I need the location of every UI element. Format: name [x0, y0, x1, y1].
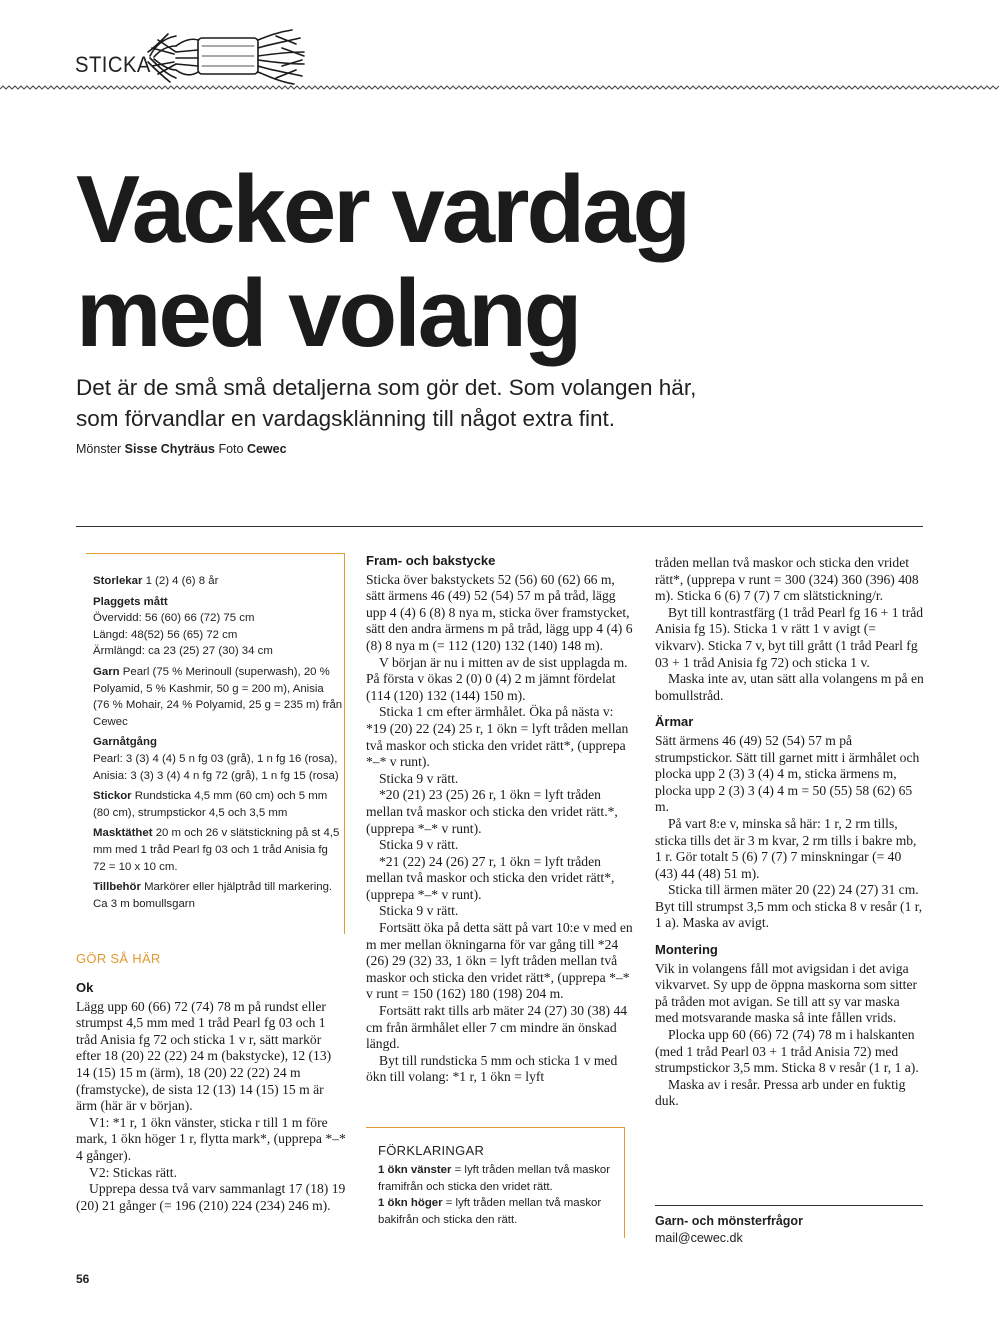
spec-accessories: Tillbehör Markörer eller hjälptråd till markering. Ca 3 m bomullsgarn	[93, 881, 333, 910]
glossary-item: 1 ökn vänster = lyft tråden mellan två maskor framifrån och sticka den vridet rätt.	[378, 1164, 611, 1193]
section-label: STICKA	[75, 52, 151, 77]
section-title-body: Fram- och bakstycke	[366, 553, 496, 568]
spec-yarn-amount: Garnåtgång Pearl: 3 (3) 4 (4) 5 n fg 03 (grå), 1 n fg 16 (rosa), Anisia: 3 (3) 3 (4) 4 n fg 72 (grå), 1 n fg 15 (rosa)	[93, 736, 339, 782]
spec-gauge: Masktäthet 20 m och 26 v slätstickning på st 4,5 mm med 1 tråd Pearl fg 03 och 1 tråd Anisia fg 72 = 10 x 10 cm.	[93, 827, 340, 873]
column-1	[76, 980, 348, 1214]
article-title	[76, 158, 688, 366]
yarn-skein-icon	[146, 26, 308, 88]
paragraph: *21 (22) 24 (26) 27 r, 1 ökn = lyft tråden mellan två maskor och sticka den vridet rätt*, (upprepa *–* v runt).	[366, 853, 615, 902]
section-title-sleeves: Ärmar	[655, 714, 694, 730]
photo-label: Foto	[218, 442, 244, 456]
paragraph: Sticka till ärmen mäter 20 (22) 24 (27) 31 cm. Byt till strumpst 3,5 mm och sticka 8 v resår (1 r, 1 a). Maska av avigt.	[655, 882, 923, 931]
paragraph: Vik in volangens fåll mot avigsidan i det aviga vikvarvet. Sy upp de öppna maskorna som sitter på tråden mot avigan. Se till att sy var maska med motsvarande maska så inte fållen vrids.	[655, 960, 918, 1026]
paragraph: V1: *1 r, 1 ökn vänster, sticka r till 1 m före mark, 1 ökn höger 1 r, flytta mark*, (upprepa *–* 4 gånger).	[76, 1114, 346, 1163]
paragraph: Sticka 1 cm efter ärmhålet. Öka på nästa v: *19 (20) 22 (24) 25 r, 1 ökn = lyft tråden mellan två maskor och sticka den vridet rätt*, (upprepa *–* v runt).	[366, 704, 629, 770]
spec-needles: Stickor Rundsticka 4,5 mm (60 cm) och 5 mm (80 cm), strumpstickor 4,5 och 3,5 mm	[93, 790, 328, 819]
page-number: 56	[76, 1272, 90, 1286]
title-line-2: med volang	[76, 260, 580, 367]
paragraph: Fortsätt öka på detta sätt på vart 10:e v med en m mer mellan ökningarna för var gång till *24 (26) 29 (32) 33, 1 ökn = lyft tråden mellan två maskor och sticka den vridet rätt*, (upprepa *–* v runt = 150 (162) 180 (198) 204 m.	[366, 920, 633, 1002]
paragraph: Sticka 9 v rätt.	[379, 770, 459, 786]
contact-rule	[655, 1205, 923, 1206]
glossary-item: 1 ökn höger = lyft tråden mellan två maskor bakifrån och sticka den rätt.	[378, 1197, 602, 1226]
spec-size: Storlekar 1 (2) 4 (6) 8 år	[93, 575, 219, 587]
zigzag-divider	[0, 84, 999, 92]
horizontal-rule	[76, 526, 923, 527]
paragraph: Sticka över bakstyckets 52 (56) 60 (62) 66 m, sätt ärmens 46 (49) 52 (54) 57 m på tråd, lägg upp 4 (4) 6 (8) 8 nya m, sticka över framstycket, sätt den andra ärmens m på tråd, lägg upp 4 (4) 6 (8) 8 nya m (= 112 (120) 132 (140) 148 m).	[366, 571, 633, 653]
glossary-title: FÖRKLARINGAR	[378, 1143, 485, 1158]
paragraph: Plocka upp 60 (66) 72 (74) 78 m i halskanten (med 1 tråd Pearl 03 + 1 tråd Anisia 72) med strumpstickor 3,5 mm. Sticka 8 v resår (1 r, 1 a).	[655, 1027, 919, 1076]
column-2	[366, 553, 634, 1086]
lead-paragraph	[76, 372, 776, 434]
contact-title: Garn- och mönsterfrågor	[655, 1214, 803, 1228]
instructions-heading: GÖR SÅ HÄR	[76, 951, 161, 966]
pattern-label: Mönster	[76, 442, 122, 456]
paragraph: Sticka 9 v rätt.	[379, 837, 459, 853]
paragraph: Fortsätt rakt tills arb mäter 24 (27) 30 (38) 44 cm från ärmhålet eller 7 cm mindre än önskad längd.	[366, 1003, 628, 1052]
photo-author: Cewec	[246, 442, 287, 456]
paragraph: Upprepa dessa två varv sammanlagt 17 (18) 19 (20) 21 gånger (= 196 (210) 224 (234) 246 m).	[76, 1181, 346, 1213]
lead-line-2: som förvandlar en vardagsklänning till något extra fint.	[76, 406, 616, 431]
paragraph: Maska av i resår. Pressa arb under en fuktig duk.	[655, 1076, 906, 1109]
credits	[76, 442, 287, 456]
paragraph: På vart 8:e v, minska så här: 1 r, 2 rm tills, sticka tills det är 3 m kvar, 2 rm tills i bakre mb, 1 r. Gör totalt 5 (6) 7 (7) 7 minskningar (= 40 (43) 44 (48) 51 m).	[655, 815, 917, 881]
section-title-finishing: Montering	[655, 942, 718, 958]
paragraph: Lägg upp 60 (66) 72 (74) 78 m på rundst eller strumpst 4,5 mm med 1 tråd Pearl fg 03 och 1 tråd Anisia fg 72 och sticka 1 v r, sätt markör efter 18 (20) 22 (22) 24 m (bakstycke), 12 (13) 14 (15) 15 m (ärm), 18 (20) 22 (22) 24 m (framstycke), de sista 12 (13) 14 (15) 15 m är ärm (här är v början).	[76, 998, 332, 1114]
contact-block	[655, 1213, 803, 1247]
section-title-ok: Ok	[76, 980, 94, 995]
paragraph: *20 (21) 23 (25) 26 r, 1 ökn = lyft tråden mellan två maskor och sticka den vridet rätt.*, (upprepa *–* v runt).	[366, 787, 618, 836]
pattern-author: Sisse Chyträus	[124, 442, 215, 456]
column-3	[655, 555, 925, 1110]
spec-list	[93, 573, 343, 916]
paragraph: Sticka 9 v rätt.	[379, 903, 459, 919]
paragraph: tråden mellan två maskor och sticka den vridet rätt*, (upprepa v runt = 300 (324) 360 (396) 408 m). Sticka 6 (6) 7 (7) 7 cm slätstickning/r.	[655, 555, 919, 604]
paragraph: Sätt ärmens 46 (49) 52 (54) 57 m på strumpstickor. Sätt till garnet mitt i ärmhålet och plocka upp 2 (3) 3 (4) 4 m, sticka ärmens m, plocka upp 2 (3) 3 (4) 4 m = 50 (55) 58 (62) 65 m.	[655, 732, 920, 815]
paragraph: Byt till rundsticka 5 mm och sticka 1 v med ökn till volang: *1 r, 1 ökn = lyft	[366, 1052, 618, 1085]
paragraph: V början är nu i mitten av de sist upplagda m. På första v ökas 2 (0) 0 (4) 2 m jämnt fördelat (114 (120) 132 (144) 150 m).	[366, 654, 628, 703]
spec-yarn: Garn Pearl (75 % Merinoull (superwash), 20 % Polyamid, 5 % Kashmir, 50 g = 200 m), Anisia (76 % Mohair, 24 % Polyamid, 25 g = 235 m) från Cewec	[93, 665, 343, 728]
title-line-1: Vacker vardag	[76, 156, 689, 263]
contact-email[interactable]: mail@cewec.dk	[655, 1231, 743, 1245]
paragraph: Maska inte av, utan sätt alla volangens m på en bomullstråd.	[655, 671, 924, 703]
spec-measurements: Plaggets mått Övervidd: 56 (60) 66 (72) 75 cm Längd: 48(52) 56 (65) 72 cm Ärmlängd: ca 23 (25) 27 (30) 34 cm	[93, 595, 273, 658]
paragraph: Byt till kontrastfärg (1 tråd Pearl fg 16 + 1 tråd Anisia fg 15). Sticka 1 v rätt 1 v avigt (= vikvarv). Sticka 7 v, byt till grått (1 tråd Pearl fg 03 + 1 tråd Anisia fg 72) och sticka 1 v.	[655, 604, 924, 670]
glossary-list	[378, 1162, 623, 1228]
lead-line-1: Det är de små små detaljerna som gör det. Som volangen här,	[76, 375, 697, 400]
paragraph: V2: Stickas rätt.	[89, 1164, 177, 1180]
